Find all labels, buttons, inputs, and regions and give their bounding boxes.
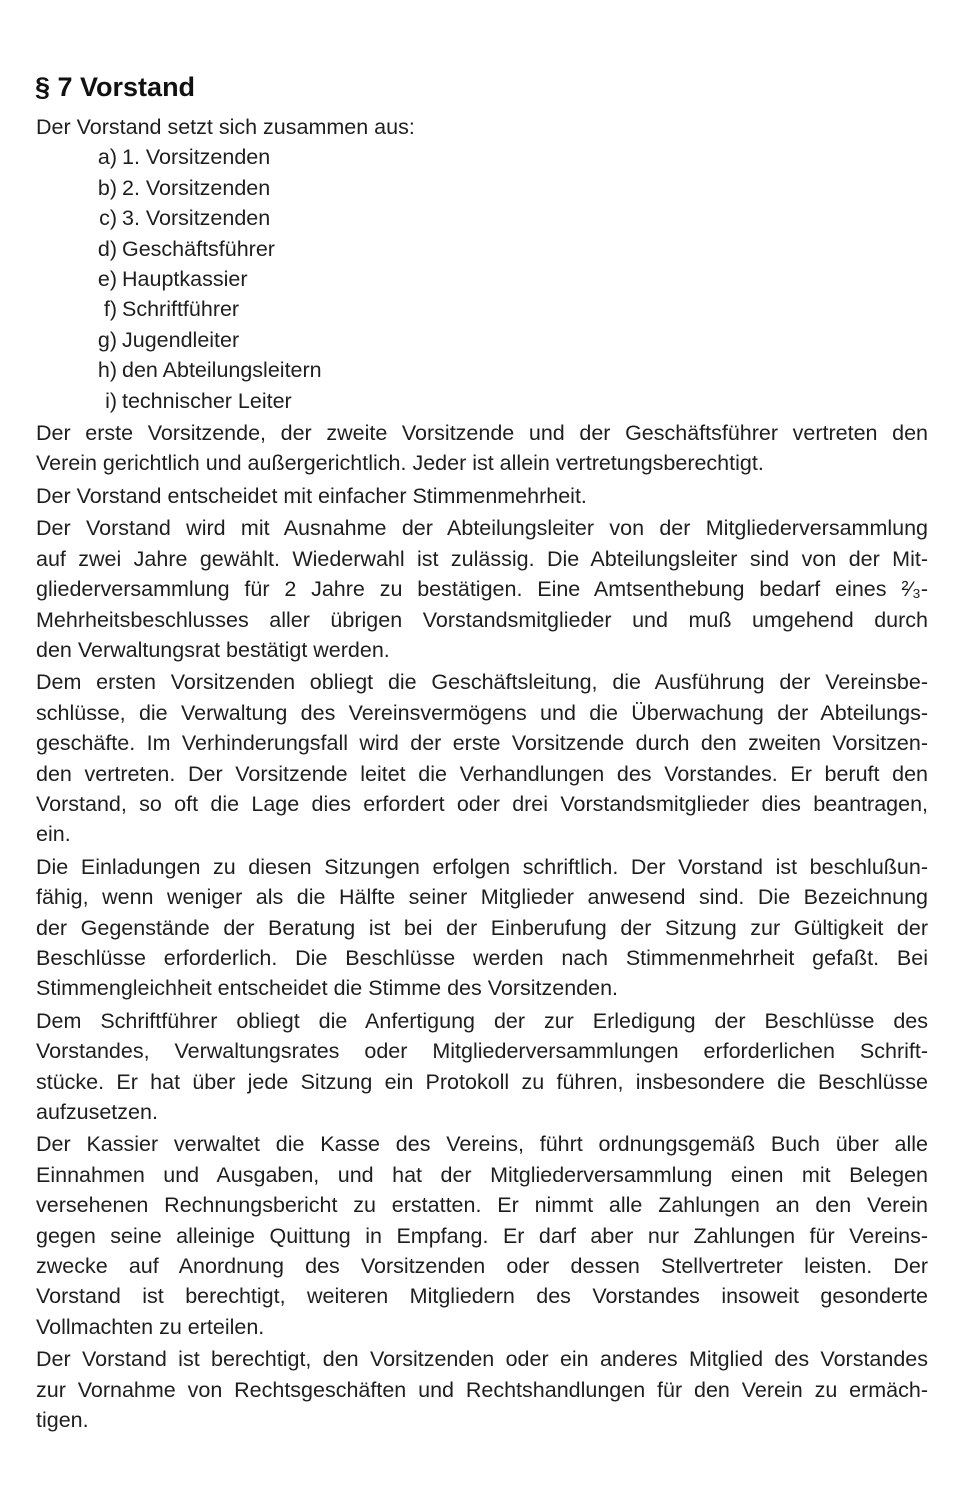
list-item-text: Geschäftsführer [122,236,275,261]
text-line: Der erste Vorsitzende, der zweite Vorsitzende und der Geschäftsführer vertreten den [36,421,928,446]
list-item [36,173,928,203]
text-line: gegen seine alleinige Quittung in Empfang. Er darf aber nur Zahlungen für Vereins- [36,1223,928,1248]
paragraph [36,667,928,849]
list-item-label: i) [105,388,117,413]
list-item [36,294,928,324]
text-line: Der Kassier verwaltet die Kasse des Vereins, führt ordnungsgemäß Buch über alle [36,1132,928,1157]
list-item-text: 1. Vorsitzenden [122,145,271,170]
text-line: den vertreten. Der Vorsitzende leitet die Verhandlungen des Vorstandes. Er beruft den [36,761,928,786]
text-line: gliederversammlung für 2 Jahre zu bestätigen. Eine Amtsenthebung bedarf eines ²⁄₃- [36,577,928,602]
text-line: schlüsse, die Verwaltung des Vereinsvermögens und die Überwachung der Abteilungs- [36,700,928,725]
text-line: geschäfte. Im Verhinderungsfall wird der erste Vorsitzende durch den zweiten Vorsitzen- [36,731,928,756]
list-item [36,355,928,385]
text-line: Dem ersten Vorsitzenden obliegt die Geschäftsleitung, die Ausführung der Vereinsbe- [36,670,928,695]
list-item [36,386,928,416]
text-line: Stimmengleichheit entscheidet die Stimme des Vorsitzenden. [36,976,619,1001]
text-line: Der Vorstand ist berechtigt, den Vorsitzenden oder ein anderes Mitglied des Vorstandes [36,1347,928,1372]
text-line: Die Einladungen zu diesen Sitzungen erfolgen schriftlich. Der Vorstand ist beschlußun- [36,854,928,879]
text-line: fähig, wenn weniger als die Hälfte seiner Mitglieder anwesend sind. Die Bezeichnung [36,885,928,910]
text-line: Der Vorstand entscheidet mit einfacher Stimmenmehrheit. [36,483,587,508]
paragraph [36,513,928,665]
list-item-text: 3. Vorsitzenden [122,206,271,231]
list-item-text: Jugendleiter [122,327,240,352]
list-item [36,142,928,172]
paragraph [36,1006,928,1128]
paragraphs [36,418,928,1435]
text-line: zur Vornahme von Rechtsgeschäften und Rechtshandlungen für den Verein zu ermäch- [36,1377,928,1402]
paragraph [36,1129,928,1342]
text-line: Vorstandes, Verwaltungsrates oder Mitgliederversammlungen erforderlichen Schrift- [36,1039,928,1064]
list-item [36,264,928,294]
text-line: Verein gerichtlich und außergerichtlich. Jeder ist allein vertretungsberechtigt. [36,451,764,476]
text-line: auf zwei Jahre gewählt. Wiederwahl ist zulässig. Die Abteilungsleiter sind von der Mit- [36,546,928,571]
paragraph [36,852,928,1004]
paragraph [36,1344,928,1435]
list-item-label: f) [103,297,117,322]
list-item-label: c) [99,206,117,231]
intro-text: Der Vorstand setzt sich zusammen aus: [36,115,415,139]
paragraph [36,418,928,479]
list-item-text: den Abteilungsleitern [122,358,322,383]
list-item-label: h) [97,358,117,383]
list-item-text: 2. Vorsitzenden [122,175,271,200]
text-line: versehenen Rechnungsbericht zu erstatten. Er nimmt alle Zahlungen an den Verein [36,1193,928,1218]
member-list [36,142,928,416]
text-line: der Gegenstände der Beratung ist bei der Einberufung der Sitzung zur Gültigkeit der [36,915,928,940]
list-item-label: e) [97,267,117,292]
paragraph [36,481,928,511]
text-line: aufzusetzen. [36,1100,158,1124]
list-item-label: a) [97,145,117,170]
list-item-text: Schriftführer [122,297,240,322]
text-line: ein. [36,822,71,847]
section-title: § 7 Vorstand [35,72,196,102]
list-item [36,234,928,264]
list-item-label: d) [97,236,117,261]
text-line: Beschlüsse erforderlich. Die Beschlüsse werden nach Stimmenmehrheit gefaßt. Bei [36,945,928,970]
text-line: Einnahmen und Ausgaben, und hat der Mitgliederversammlung einen mit Belegen [36,1162,928,1187]
list-item [36,203,928,233]
text-line: Vollmachten zu erteilen. [36,1314,265,1339]
text-line: den Verwaltungsrat bestätigt werden. [36,637,390,662]
list-item-label: b) [97,175,117,200]
document-body [36,112,928,1435]
list-item-text: technischer Leiter [122,388,292,413]
text-line: Mehrheitsbeschlusses aller übrigen Vorstandsmitglieder und muß umgehend durch [36,607,928,632]
text-line: Vorstand ist berechtigt, weiteren Mitgliedern des Vorstandes insoweit gesonderte [36,1284,928,1309]
list-item-label: g) [97,327,117,352]
text-line: tigen. [36,1408,89,1433]
text-line: stücke. Er hat über jede Sitzung ein Protokoll zu führen, insbesondere die Beschlüsse [36,1069,928,1094]
text-line: Dem Schriftführer obliegt die Anfertigung der zur Erledigung der Beschlüsse des [36,1008,928,1033]
list-item-text: Hauptkassier [122,267,248,292]
text-line: Vorstand, so oft die Lage dies erfordert oder drei Vorstandsmitglieder dies beantragen, [36,791,928,816]
text-line: Der Vorstand wird mit Ausnahme der Abteilungsleiter von der Mitgliederversammlung [36,516,928,541]
list-item [36,325,928,355]
text-line: zwecke auf Anordnung des Vorsitzenden oder dessen Stellvertreter leisten. Der [36,1254,928,1279]
